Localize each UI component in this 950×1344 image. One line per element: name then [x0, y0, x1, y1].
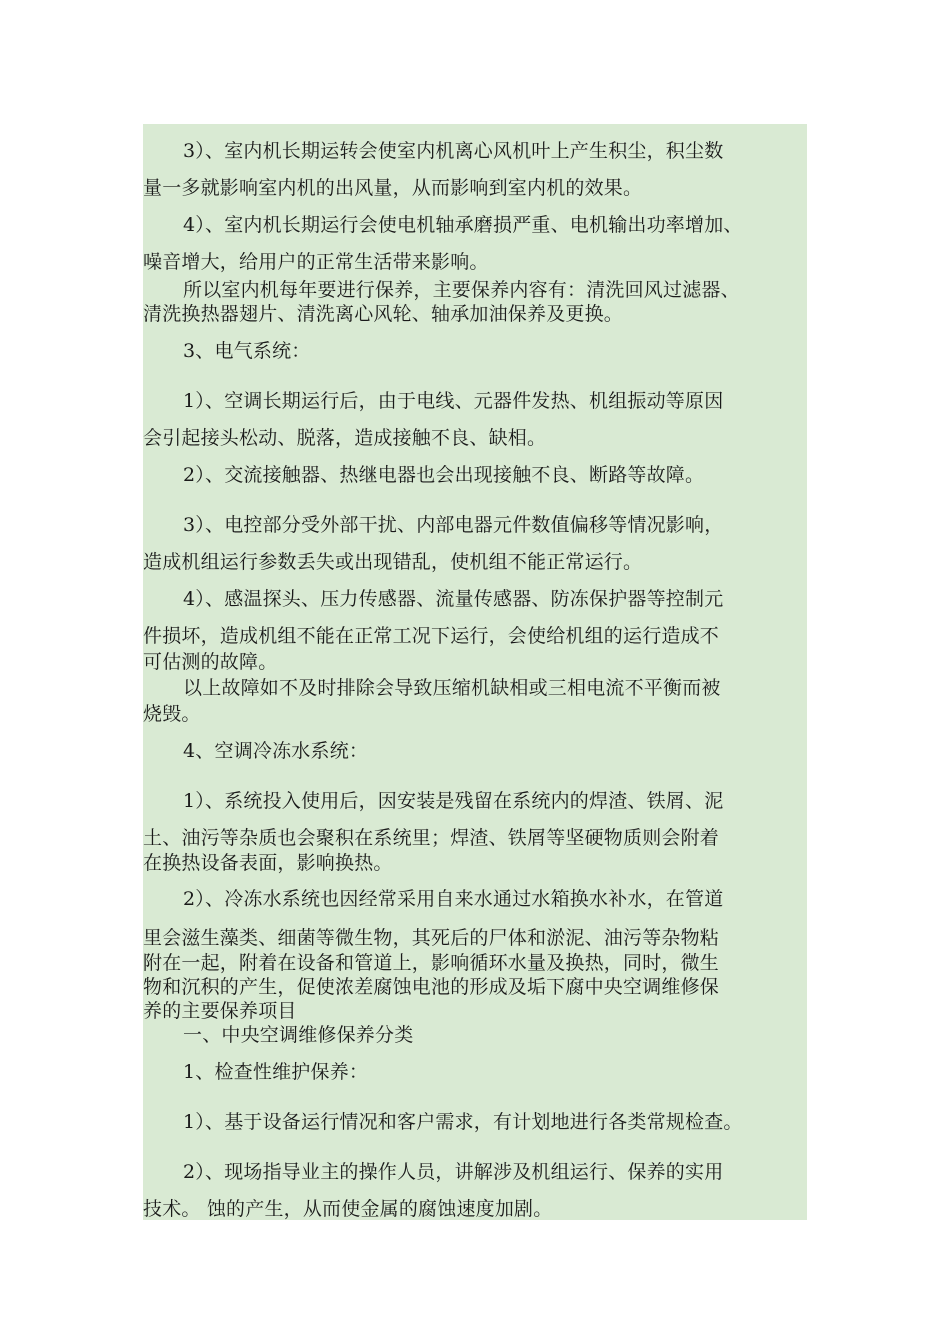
text-line: 以上故障如不及时排除会导致压缩机缺相或三相电流不平衡而被 — [183, 677, 721, 699]
text-line: 2）、冷冻水系统也因经常采用自来水通过水箱换水补水，在管道 — [183, 888, 724, 910]
document-page-content — [143, 124, 807, 1220]
text-line: 2）、现场指导业主的操作人员，讲解涉及机组运行、保养的实用 — [183, 1161, 724, 1183]
text-line: 会引起接头松动、脱落，造成接触不良、缺相。 — [143, 427, 547, 449]
text-line: 4）、室内机长期运行会使电机轴承磨损严重、电机输出功率增加、 — [183, 214, 743, 236]
section-heading: 4、空调冷冻水系统： — [183, 740, 369, 762]
text-line: 1）、基于设备运行情况和客户需求，有计划地进行各类常规检查。 — [183, 1111, 743, 1133]
text-line: 技术。 蚀的产生，从而使金属的腐蚀速度加剧。 — [143, 1198, 553, 1220]
text-line: 土、油污等杂质也会聚积在系统里；焊渣、铁屑等坚硬物质则会附着 — [143, 827, 720, 849]
text-line: 2）、交流接触器、热继电器也会出现接触不良、断路等故障。 — [183, 464, 705, 486]
text-line: 3）、室内机长期运转会使室内机离心风机叶上产生积尘，积尘数 — [183, 140, 724, 162]
text-line: 里会滋生藻类、细菌等微生物，其死后的尸体和淤泥、油污等杂物粘 — [143, 927, 720, 949]
text-line: 烧毁。 — [143, 703, 201, 725]
text-line: 养的主要保养项目 — [143, 1000, 297, 1022]
text-line: 4）、感温探头、压力传感器、流量传感器、防冻保护器等控制元 — [183, 588, 724, 610]
text-line: 3）、电控部分受外部干扰、内部电器元件数值偏移等情况影响， — [183, 514, 724, 536]
text-line: 造成机组运行参数丢失或出现错乱，使机组不能正常运行。 — [143, 551, 643, 573]
text-line: 物和沉积的产生，促使浓差腐蚀电池的形成及垢下腐中央空调维修保 — [143, 976, 720, 998]
section-heading: 1、检查性维护保养： — [183, 1061, 369, 1083]
text-line: 附在一起，附着在设备和管道上，影响循环水量及换热，同时，微生 — [143, 952, 720, 974]
text-line: 量一多就影响室内机的出风量，从而影响到室内机的效果。 — [143, 177, 643, 199]
text-line: 在换热设备表面，影响换热。 — [143, 852, 393, 874]
text-line: 清洗换热器翅片、清洗离心风轮、轴承加油保养及更换。 — [143, 303, 624, 325]
text-line: 1）、系统投入使用后，因安装是残留在系统内的焊渣、铁屑、泥 — [183, 790, 724, 812]
section-heading: 一、中央空调维修保养分类 — [183, 1024, 414, 1046]
text-line: 所以室内机每年要进行保养，主要保养内容有：清洗回风过滤器、 — [183, 279, 740, 301]
text-line: 可估测的故障。 — [143, 651, 278, 673]
text-line: 1）、空调长期运行后，由于电线、元器件发热、机组振动等原因 — [183, 390, 724, 412]
text-line: 件损坏，造成机组不能在正常工况下运行，会使给机组的运行造成不 — [143, 625, 720, 647]
text-line: 噪音增大，给用户的正常生活带来影响。 — [143, 251, 489, 273]
section-heading: 3、电气系统： — [183, 340, 311, 362]
